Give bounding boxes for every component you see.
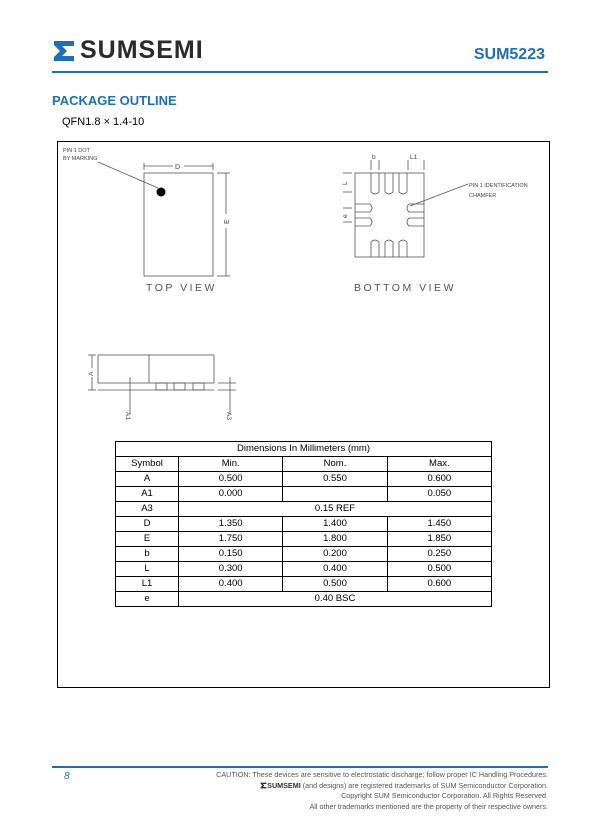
- page-number: 8: [64, 771, 70, 782]
- cell-nom: 1.800: [283, 532, 387, 547]
- cell-max: 0.250: [387, 547, 491, 562]
- dim-A-label: A: [88, 371, 95, 376]
- header-max: Max.: [387, 457, 491, 472]
- table-row: [116, 517, 492, 532]
- footer-divider: [52, 766, 548, 768]
- pin1-dot-label-2: BY MARKING: [63, 156, 98, 162]
- trademark-text: (and designs) are registered trademarks of SUM Semiconductor Corporation.: [302, 780, 548, 790]
- table-title-row: [116, 442, 492, 457]
- dim-b-label: b: [372, 154, 376, 161]
- cell-min: 0.000: [179, 487, 283, 502]
- table-row: [116, 592, 492, 607]
- table-row: [116, 547, 492, 562]
- cell-nom: 0.550: [283, 472, 387, 487]
- table-row: [116, 562, 492, 577]
- table-title: Dimensions In Millimeters (mm): [116, 442, 492, 457]
- side-view-drawing: [88, 355, 236, 414]
- dim-e-label: e: [342, 214, 349, 218]
- cell-symbol: e: [116, 592, 179, 607]
- top-view-drawing: [98, 162, 230, 276]
- cell-max: 0.500: [387, 562, 491, 577]
- table-row: [116, 502, 492, 517]
- section-title: PACKAGE OUTLINE: [52, 93, 177, 108]
- cell-min: 0.150: [179, 547, 283, 562]
- cell-symbol: L1: [116, 577, 179, 592]
- dim-L-label: L: [342, 181, 349, 185]
- table-row: [116, 487, 492, 502]
- cell-nom: 1.400: [283, 517, 387, 532]
- company-logo: [52, 36, 204, 65]
- cell-min: 0.400: [179, 577, 283, 592]
- pin1-chamfer-label-2: CHAMFER: [469, 193, 497, 199]
- footer-notice: [216, 770, 548, 812]
- dimensions-table: [115, 441, 492, 607]
- footer-brand: SUMSEMI: [267, 780, 301, 790]
- cell-symbol: E: [116, 532, 179, 547]
- caution-text: CAUTION: These devices are sensitive to electrostatic discharge; follow proper IC Handling Procedures.: [216, 770, 548, 779]
- sigma-logo-icon: [52, 39, 76, 63]
- cell-max: 1.850: [387, 532, 491, 547]
- cell-nom: 0.200: [283, 547, 387, 562]
- cell-min: 0.300: [179, 562, 283, 577]
- header-min: Min.: [179, 457, 283, 472]
- cell-nom: [283, 487, 387, 502]
- cell-symbol: A3: [116, 502, 179, 517]
- pin1-dot: [157, 188, 166, 197]
- dim-E-label: E: [224, 219, 231, 224]
- cell-min: 0.500: [179, 472, 283, 487]
- cell-merged-value: 0.40 BSC: [179, 592, 492, 607]
- cell-max: 0.600: [387, 577, 491, 592]
- copyright-text: Copyright SUM Semiconductor Corporation. All Rights Reserved.: [341, 791, 548, 800]
- top-view-label: TOP VIEW: [146, 282, 217, 294]
- cell-nom: 0.400: [283, 562, 387, 577]
- dim-L1-label: L1: [410, 154, 418, 161]
- table-row: [116, 532, 492, 547]
- header-symbol: Symbol: [116, 457, 179, 472]
- cell-min: 1.350: [179, 517, 283, 532]
- bottom-view-label: BOTTOM VIEW: [354, 282, 456, 294]
- cell-symbol: b: [116, 547, 179, 562]
- header-nom: Nom.: [283, 457, 387, 472]
- cell-symbol: A: [116, 472, 179, 487]
- table-row: [116, 577, 492, 592]
- cell-symbol: A1: [116, 487, 179, 502]
- cell-min: 1.750: [179, 532, 283, 547]
- brand-name: SUMSEMI: [80, 36, 204, 64]
- dim-D-label: D: [175, 164, 181, 171]
- table-row: [116, 472, 492, 487]
- pin1-chamfer-label-1: PIN 1 IDENTIFICATION: [469, 183, 528, 189]
- cell-symbol: D: [116, 517, 179, 532]
- package-name: QFN1.8 × 1.4-10: [62, 116, 145, 128]
- dim-A1-label: A1: [124, 412, 131, 420]
- dim-A3-label: A3: [225, 412, 232, 420]
- table-header-row: [116, 457, 492, 472]
- cell-max: 0.600: [387, 472, 491, 487]
- cell-max: 1.450: [387, 517, 491, 532]
- header-divider: [52, 71, 548, 73]
- part-number: SUM5223: [473, 46, 545, 63]
- cell-max: 0.050: [387, 487, 491, 502]
- other-trademarks-text: All other trademarks mentioned are the property of their respective owners.: [309, 801, 548, 811]
- cell-nom: 0.500: [283, 577, 387, 592]
- cell-symbol: L: [116, 562, 179, 577]
- cell-merged-value: 0.15 REF: [179, 502, 492, 517]
- bottom-view-drawing: [343, 160, 468, 257]
- pin1-dot-label-1: PIN 1 DOT: [63, 148, 90, 154]
- trademark-line: [216, 781, 548, 792]
